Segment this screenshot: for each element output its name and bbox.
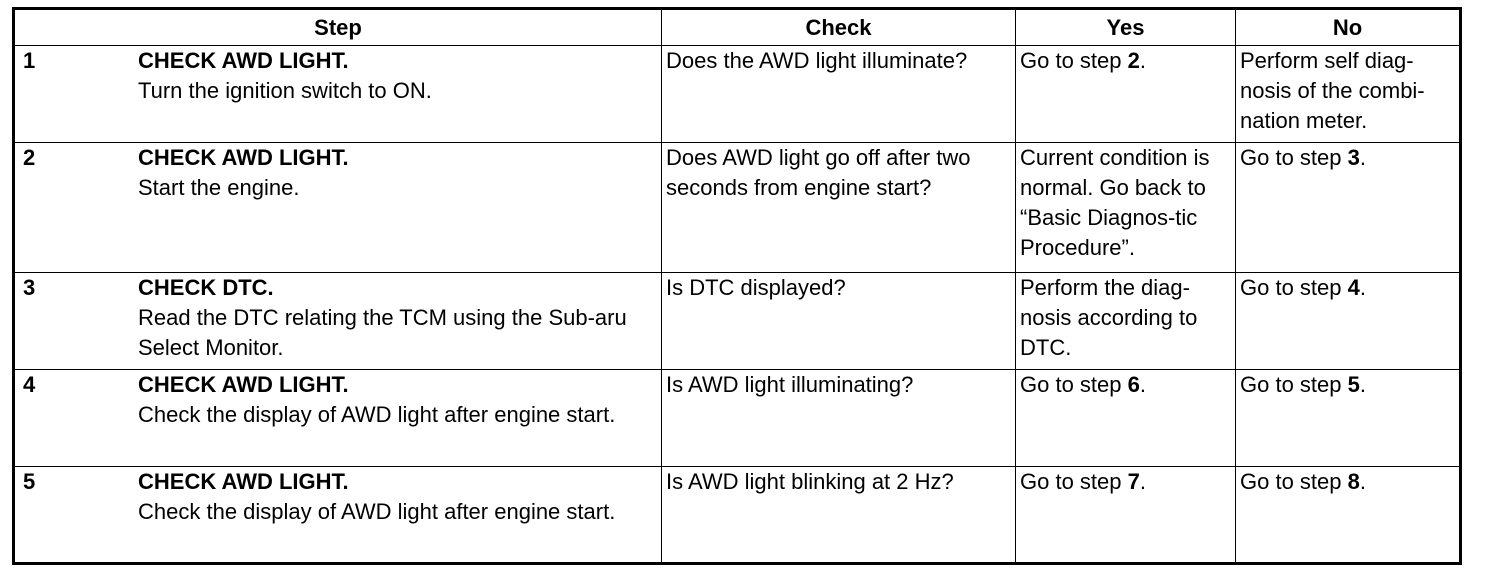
step-title: CHECK AWD LIGHT. <box>138 469 349 494</box>
yes-cell <box>1016 370 1236 467</box>
no-suffix: . <box>1359 372 1366 397</box>
header-step: Step <box>15 10 662 46</box>
step-cell <box>15 143 662 273</box>
no-text: Go to step <box>1240 469 1348 494</box>
table-row <box>15 467 1460 563</box>
yes-suffix: . <box>1139 469 1146 494</box>
yes-text: Perform the diag-nosis according to DTC. <box>1020 275 1198 360</box>
check-cell: Is AWD light illuminating? <box>662 370 1016 467</box>
no-step-ref: 4 <box>1347 275 1360 300</box>
yes-suffix: . <box>1139 372 1146 397</box>
step-cell <box>15 46 662 143</box>
no-step-ref: 3 <box>1347 145 1360 170</box>
header-yes: Yes <box>1016 10 1236 46</box>
no-text: Go to step <box>1240 372 1348 397</box>
table-header-row <box>15 10 1460 46</box>
yes-cell <box>1016 46 1236 143</box>
yes-cell <box>1016 273 1236 370</box>
yes-text: Go to step <box>1020 372 1128 397</box>
step-number: 3 <box>23 275 36 300</box>
yes-step-ref: 7 <box>1127 469 1140 494</box>
check-cell: Does AWD light go off after two seconds from engine start? <box>662 143 1016 273</box>
step-number: 4 <box>23 372 36 397</box>
step-number: 1 <box>23 48 36 73</box>
no-cell <box>1236 370 1460 467</box>
table-row <box>15 273 1460 370</box>
step-description: Check the display of AWD light after engine start. <box>138 402 616 427</box>
yes-text: Go to step <box>1020 48 1128 73</box>
header-no: No <box>1236 10 1460 46</box>
no-cell <box>1236 143 1460 273</box>
step-number: 2 <box>23 145 36 170</box>
check-cell: Does the AWD light illuminate? <box>662 46 1016 143</box>
yes-text: Go to step <box>1020 469 1128 494</box>
step-description: Read the DTC relating the TCM using the Sub-aru Select Monitor. <box>138 305 627 360</box>
step-title: CHECK DTC. <box>138 275 274 300</box>
table-row <box>15 143 1460 273</box>
no-cell <box>1236 46 1460 143</box>
step-description: Start the engine. <box>138 175 300 200</box>
table-row <box>15 46 1460 143</box>
no-text: Perform self diag-nosis of the combi-nation meter. <box>1240 48 1425 133</box>
table-row <box>15 370 1460 467</box>
yes-suffix: . <box>1139 48 1146 73</box>
no-cell <box>1236 273 1460 370</box>
no-suffix: . <box>1359 469 1366 494</box>
step-title: CHECK AWD LIGHT. <box>138 372 349 397</box>
no-text: Go to step <box>1240 275 1348 300</box>
step-number: 5 <box>23 469 36 494</box>
step-description: Check the display of AWD light after engine start. <box>138 499 616 524</box>
yes-step-ref: 6 <box>1127 372 1140 397</box>
step-title: CHECK AWD LIGHT. <box>138 145 349 170</box>
no-step-ref: 8 <box>1347 469 1360 494</box>
no-step-ref: 5 <box>1347 372 1360 397</box>
step-cell <box>15 273 662 370</box>
header-check: Check <box>662 10 1016 46</box>
step-title: CHECK AWD LIGHT. <box>138 48 349 73</box>
diagnostic-procedure-table <box>14 9 1460 563</box>
check-cell: Is DTC displayed? <box>662 273 1016 370</box>
yes-cell <box>1016 143 1236 273</box>
check-cell: Is AWD light blinking at 2 Hz? <box>662 467 1016 563</box>
no-suffix: . <box>1359 275 1366 300</box>
step-cell <box>15 370 662 467</box>
no-suffix: . <box>1359 145 1366 170</box>
no-cell <box>1236 467 1460 563</box>
step-description: Turn the ignition switch to ON. <box>138 78 432 103</box>
yes-text: Current condition is normal. Go back to “Basic Diagnos-tic Procedure”. <box>1020 145 1210 260</box>
yes-cell <box>1016 467 1236 563</box>
yes-step-ref: 2 <box>1127 48 1140 73</box>
no-text: Go to step <box>1240 145 1348 170</box>
step-cell <box>15 467 662 563</box>
